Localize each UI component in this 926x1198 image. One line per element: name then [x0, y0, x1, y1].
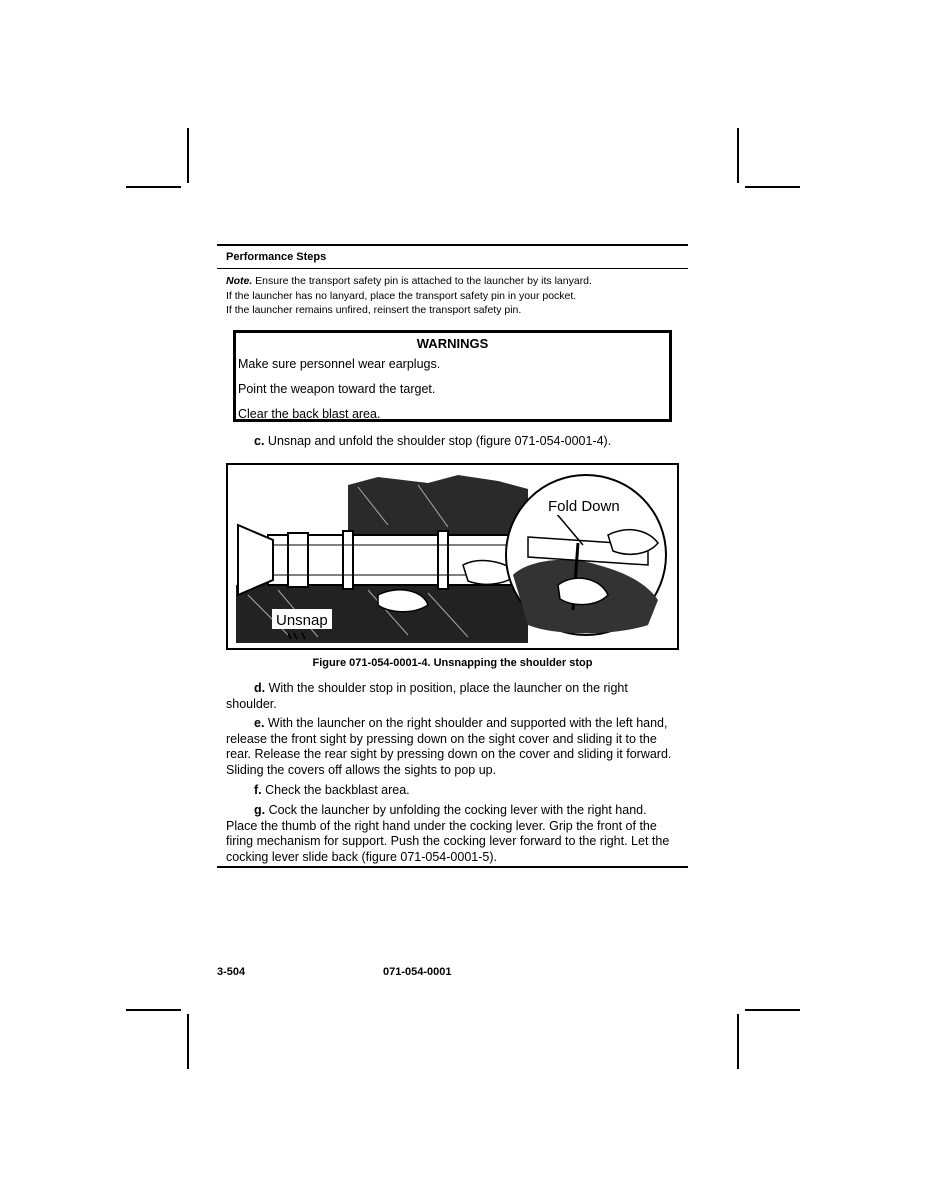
note-label: Note.: [226, 275, 253, 287]
figure-caption: Figure 071-054-0001-4. Unsnapping the shoulder stop: [312, 657, 593, 669]
fold-down-label: Fold Down: [548, 498, 620, 515]
step-c-letter: c.: [254, 434, 265, 448]
step-d: [226, 681, 681, 712]
note-line-1: Ensure the transport safety pin is attached to the launcher by its lanyard.: [252, 275, 592, 287]
crop-mark-tl-vertical: [187, 128, 189, 183]
step-e-text: With the launcher on the right shoulder and supported with the left hand, release the front sight by pressing down on the sight cover and sliding it to the rear. Release the rear sight by pressing down on the cover and sliding it forward. Sliding the covers off allows the sights to pop up.: [226, 716, 672, 777]
step-f: [226, 783, 681, 799]
step-f-letter: f.: [254, 783, 262, 797]
header-rule-bottom: [217, 268, 688, 269]
crop-mark-br-vertical: [737, 1014, 739, 1069]
section-title: Performance Steps: [226, 251, 327, 263]
warning-item: Clear the back blast area.: [238, 407, 381, 421]
crop-mark-br-horizontal: [745, 1009, 800, 1011]
step-d-letter: d.: [254, 681, 266, 695]
warning-item: Point the weapon toward the target.: [238, 382, 436, 396]
note-line-2: If the launcher has no lanyard, place the transport safety pin in your pocket.: [226, 289, 577, 302]
step-g-text: Cock the launcher by unfolding the cocking lever with the right hand. Place the thumb of the right hand under the cocking lever. Grip the front of the firing mechanism for support. Push the cocking lever forward to the right. Let the cocking lever slide back (figure 071-054-0001-5).: [226, 803, 670, 864]
header-rule-top: [217, 244, 688, 246]
crop-mark-tr-horizontal: [745, 186, 800, 188]
launcher-illustration: [228, 465, 677, 648]
warning-item: Make sure personnel wear earplugs.: [238, 357, 441, 371]
step-g-letter: g.: [254, 803, 266, 817]
step-d-text: With the shoulder stop in position, place the launcher on the right shoulder.: [226, 681, 628, 711]
crop-mark-tl-horizontal: [126, 186, 181, 188]
content-rule-bottom: [217, 866, 688, 868]
figure-shoulder-stop: [226, 463, 679, 650]
step-c-text: Unsnap and unfold the shoulder stop (figure 071-054-0001-4).: [264, 434, 612, 448]
step-f-text: Check the backblast area.: [261, 783, 410, 797]
warnings-box: [233, 330, 672, 422]
note-line-3: If the launcher remains unfired, reinsert the transport safety pin.: [226, 304, 522, 316]
step-g: [226, 803, 681, 865]
step-e-letter: e.: [254, 716, 265, 730]
warnings-title: WARNINGS: [416, 336, 489, 351]
page-number: 3-504: [217, 966, 246, 978]
note-block: [226, 274, 686, 318]
unsnap-label: Unsnap: [276, 612, 328, 629]
crop-mark-bl-horizontal: [126, 1009, 181, 1011]
step-e: [226, 716, 681, 778]
step-c: [226, 434, 681, 450]
task-number: 071-054-0001: [383, 966, 452, 978]
crop-mark-bl-vertical: [187, 1014, 189, 1069]
crop-mark-tr-vertical: [737, 128, 739, 183]
